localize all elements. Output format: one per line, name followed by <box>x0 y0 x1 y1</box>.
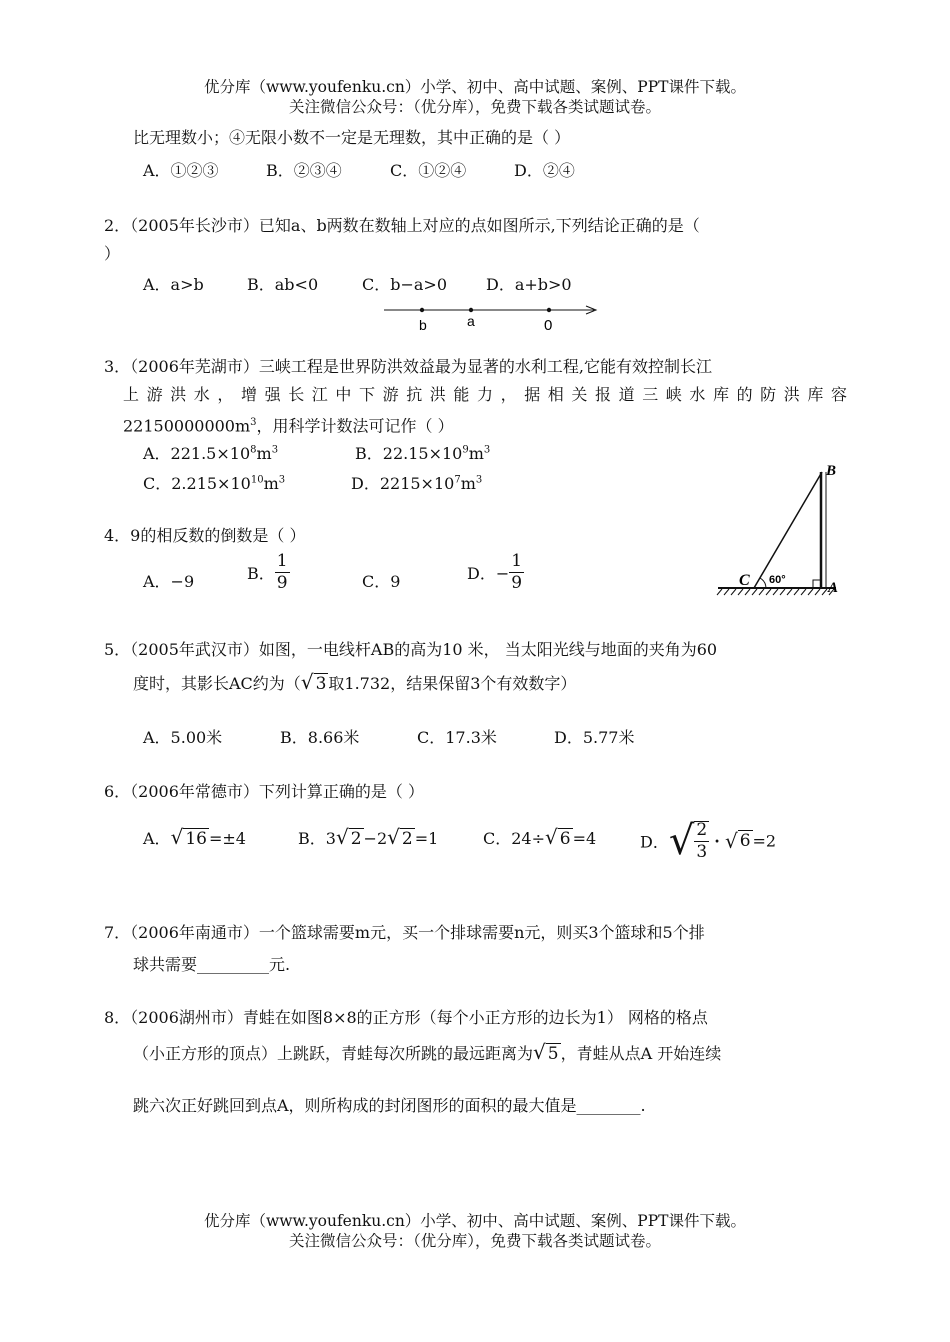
q3-option-d: D．$2215\times 10^7m^3$ <box>351 474 483 493</box>
number-line-figure <box>380 298 605 338</box>
q6-option-b: B．3√ 2 −2√ 2 =1 <box>298 825 439 849</box>
q3-option-b: B．$22.15\times 10^9m^3$ <box>355 444 491 463</box>
footer-line-1: 优分库（www.youfenku.cn）小学、初中、高中试题、案例、PPT课件下载。 <box>203 1212 747 1230</box>
q2-option-a: A．a>b <box>143 275 204 294</box>
header-line-2: 关注微信公众号：（优分库），免费下载各类试题试卷。 <box>288 98 661 116</box>
q6-stem: 6．（2006年常德市）下列计算正确的是（ ） <box>104 782 424 801</box>
q6-option-c: C．24÷√ 6 =4 <box>483 825 597 849</box>
q5-option-c: C．17.3米 <box>417 728 497 747</box>
q4-option-a: A．−9 <box>143 572 195 591</box>
q4-option-c: C．9 <box>362 572 401 591</box>
q4-option-d: D．− $\frac{1}{9}$ <box>467 551 523 593</box>
q2-stem-line-1: 2．（2005年长沙市）已知a、b两数在数轴上对应的点如图所示,下列结论正确的是（ <box>104 216 700 235</box>
label-b: b <box>419 317 427 333</box>
vertex-c-label: C <box>739 572 750 589</box>
q5-stem-line-2: 度时，其影长AC约为（√ 3 取1.732，结果保留3个有效数字） <box>133 670 577 694</box>
label-a: a <box>467 313 475 329</box>
q5-option-a: A．5.00米 <box>143 728 223 747</box>
point-a <box>469 308 473 312</box>
q5-option-b: B．8.66米 <box>280 728 360 747</box>
q8-stem-line-2: （小正方形的顶点）上跳跃，青蛙每次所跳的最远距离为√ 5 ，青蛙从点A 开始连续 <box>133 1040 722 1064</box>
point-b <box>420 308 424 312</box>
point-zero <box>547 308 551 312</box>
label-zero: 0 <box>544 317 553 334</box>
q3-stem-line-1: 3．（2006年芜湖市）三峡工程是世界防洪效益最为显著的水利工程,它能有效控制长江 <box>104 357 712 376</box>
q3-option-c: C．$2.215\times 10^{10}m^3$ <box>143 474 286 493</box>
q4-option-b: B． $\frac{1}{9}$ <box>247 551 288 593</box>
q1-option-c: C．①②④ <box>390 161 467 180</box>
vertex-b-label: B <box>826 463 837 479</box>
q5-option-d: D．5.77米 <box>554 728 635 747</box>
q6-option-a: A．√ 16 =±4 <box>143 825 246 849</box>
q5-stem-line-1: 5．（2005年武汉市）如图，一电线杆AB的高为10 米， 当太阳光线与地面的夹角为60 <box>104 640 718 659</box>
q1-continuation: 比无理数小；④无限小数不一定是无理数，其中正确的是（ ） <box>133 128 571 147</box>
q1-option-b: B．②③④ <box>266 161 342 180</box>
q1-option-a: A．①②③ <box>143 161 219 180</box>
q6-option-d: D．√ $\frac{2}{3}$ · √ 6 =2 <box>640 818 777 864</box>
q3-stem-line-2: 上游洪水，增强长江中下游抗洪能力，据相关报道三峡水库的防洪库容 <box>123 385 847 404</box>
q4-stem: 4．9的相反数的倒数是（ ） <box>104 526 306 545</box>
q2-stem-line-2: ） <box>104 244 121 263</box>
sun-ray-cb <box>754 472 822 588</box>
q7-stem-line-2: 球共需要_________元. <box>133 955 291 974</box>
header-line-1: 优分库（www.youfenku.cn）小学、初中、高中试题、案例、PPT课件下载。 <box>203 78 747 96</box>
q8-stem-line-1: 8．（2006湖州市）青蛙在如图8×8的正方形（每个小正方形的边长为1） 网格的格点 <box>104 1008 708 1027</box>
ground-hatching <box>717 589 834 595</box>
q2-option-b: B．ab<0 <box>247 275 319 294</box>
angle-arc <box>760 578 766 588</box>
q1-option-d: D．②④ <box>514 161 575 180</box>
angle-label: 60° <box>769 574 786 586</box>
vertex-a-label: A <box>828 580 839 596</box>
q2-option-c: C．b−a>0 <box>362 275 448 294</box>
footer-line-2: 关注微信公众号：（优分库），免费下载各类试题试卷。 <box>288 1232 661 1250</box>
q2-option-d: D．a+b>0 <box>486 275 572 294</box>
q8-stem-line-3: 跳六次正好跳回到点A，则所构成的封闭图形的面积的最大值是________. <box>133 1096 646 1115</box>
q3-stem-line-3: $22150000000m^3$，用科学计数法可记作（ ） <box>123 416 454 436</box>
triangle-figure <box>712 458 852 604</box>
q7-stem-line-1: 7．（2006年南通市）一个篮球需要m元，买一个排球需要n元，则买3个篮球和5个排 <box>104 923 705 942</box>
q3-option-a: A．$221.5\times 10^8m^3$ <box>143 444 279 463</box>
